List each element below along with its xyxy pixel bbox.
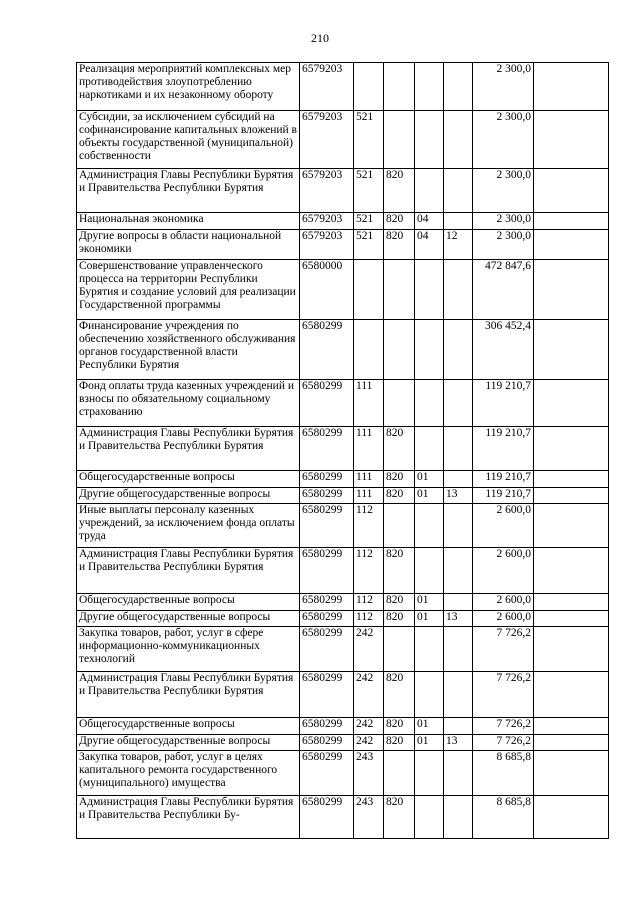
target-article-code: 6580299 — [300, 627, 354, 672]
empty-cell — [534, 320, 609, 380]
row-name: Администрация Главы Республики Бурятия и Правительства Республики Бурятия — [77, 548, 300, 594]
empty-cell — [534, 230, 609, 260]
subsection-code — [444, 796, 473, 839]
expense-type: 112 — [354, 548, 384, 594]
subsection-code — [444, 427, 473, 471]
table-row — [77, 796, 609, 839]
administrator-code: 820 — [384, 672, 415, 718]
subsection-code — [444, 213, 473, 230]
expense-type: 111 — [354, 380, 384, 427]
table-row — [77, 260, 609, 320]
amount: 2 300,0 — [473, 63, 534, 111]
section-code: 01 — [415, 718, 444, 735]
subsection-code: 12 — [444, 230, 473, 260]
empty-cell — [534, 611, 609, 627]
row-name: Другие общегосударственные вопросы — [77, 488, 300, 504]
administrator-code — [384, 751, 415, 796]
administrator-code — [384, 380, 415, 427]
row-name: Реализация мероприятий комплексных мер противодействия злоупотреблению наркотиками и их незаконному обороту — [77, 63, 300, 111]
amount: 7 726,2 — [473, 627, 534, 672]
row-name: Другие общегосударственные вопросы — [77, 611, 300, 627]
target-article-code: 6580299 — [300, 594, 354, 611]
section-code: 04 — [415, 230, 444, 260]
expense-type — [354, 260, 384, 320]
administrator-code: 820 — [384, 427, 415, 471]
amount: 2 300,0 — [473, 111, 534, 169]
subsection-code — [444, 627, 473, 672]
table-row — [77, 213, 609, 230]
table-row — [77, 427, 609, 471]
amount: 2 300,0 — [473, 230, 534, 260]
expense-type: 112 — [354, 504, 384, 548]
target-article-code: 6580299 — [300, 796, 354, 839]
table-row — [77, 627, 609, 672]
expense-type: 242 — [354, 672, 384, 718]
amount: 119 210,7 — [473, 471, 534, 488]
table-row — [77, 751, 609, 796]
subsection-code — [444, 718, 473, 735]
row-name: Другие вопросы в области национальной экономики — [77, 230, 300, 260]
section-code: 01 — [415, 488, 444, 504]
amount: 7 726,2 — [473, 672, 534, 718]
section-code: 01 — [415, 471, 444, 488]
expense-type: 112 — [354, 611, 384, 627]
amount: 7 726,2 — [473, 718, 534, 735]
amount: 2 300,0 — [473, 169, 534, 213]
row-name: Администрация Главы Республики Бурятия и Правительства Республики Бурятия — [77, 672, 300, 718]
table-row — [77, 488, 609, 504]
table-row — [77, 320, 609, 380]
subsection-code: 13 — [444, 611, 473, 627]
target-article-code: 6580299 — [300, 751, 354, 796]
row-name: Другие общегосударственные вопросы — [77, 735, 300, 751]
expense-type: 242 — [354, 735, 384, 751]
amount: 8 685,8 — [473, 751, 534, 796]
page-number: 210 — [311, 31, 329, 45]
row-name: Фонд оплаты труда казенных учреждений и взносы по обязательному социальному страхованию — [77, 380, 300, 427]
section-code — [415, 751, 444, 796]
expense-type: 521 — [354, 111, 384, 169]
table-row — [77, 548, 609, 594]
section-code — [415, 672, 444, 718]
subsection-code — [444, 471, 473, 488]
target-article-code: 6579203 — [300, 169, 354, 213]
expense-type: 111 — [354, 488, 384, 504]
empty-cell — [534, 471, 609, 488]
target-article-code: 6580299 — [300, 380, 354, 427]
expense-type: 111 — [354, 427, 384, 471]
subsection-code — [444, 672, 473, 718]
empty-cell — [534, 796, 609, 839]
administrator-code: 820 — [384, 611, 415, 627]
row-name: Закупка товаров, работ, услуг в целях капитального ремонта государственного (муниципального) имущества — [77, 751, 300, 796]
empty-cell — [534, 213, 609, 230]
amount: 2 300,0 — [473, 213, 534, 230]
section-code — [415, 627, 444, 672]
target-article-code: 6580299 — [300, 488, 354, 504]
subsection-code: 13 — [444, 488, 473, 504]
amount: 2 600,0 — [473, 548, 534, 594]
empty-cell — [534, 718, 609, 735]
amount: 8 685,8 — [473, 796, 534, 839]
table-row — [77, 471, 609, 488]
amount: 306 452,4 — [473, 320, 534, 380]
row-name: Субсидии, за исключением субсидий на софинансирование капитальных вложений в объекты государственной (муниципальной) собственности — [77, 111, 300, 169]
subsection-code — [444, 594, 473, 611]
administrator-code — [384, 504, 415, 548]
expense-type: 112 — [354, 594, 384, 611]
table-row — [77, 504, 609, 548]
row-name: Иные выплаты персоналу казенных учреждений, за исключением фонда оплаты труда — [77, 504, 300, 548]
expense-type: 521 — [354, 169, 384, 213]
amount: 119 210,7 — [473, 427, 534, 471]
section-code — [415, 260, 444, 320]
amount: 2 600,0 — [473, 611, 534, 627]
section-code: 01 — [415, 594, 444, 611]
target-article-code: 6579203 — [300, 230, 354, 260]
table-row — [77, 735, 609, 751]
target-article-code: 6580000 — [300, 260, 354, 320]
administrator-code — [384, 320, 415, 380]
section-code — [415, 548, 444, 594]
expense-type: 243 — [354, 796, 384, 839]
section-code — [415, 320, 444, 380]
budget-table — [76, 62, 609, 839]
empty-cell — [534, 735, 609, 751]
empty-cell — [534, 672, 609, 718]
subsection-code — [444, 751, 473, 796]
subsection-code — [444, 63, 473, 111]
section-code — [415, 796, 444, 839]
row-name: Администрация Главы Республики Бурятия и Правительства Республики Бурятия — [77, 427, 300, 471]
administrator-code: 820 — [384, 488, 415, 504]
administrator-code — [384, 111, 415, 169]
target-article-code: 6579203 — [300, 63, 354, 111]
administrator-code: 820 — [384, 796, 415, 839]
table-row — [77, 380, 609, 427]
empty-cell — [534, 548, 609, 594]
section-code — [415, 63, 444, 111]
subsection-code — [444, 548, 473, 594]
expense-type: 111 — [354, 471, 384, 488]
empty-cell — [534, 751, 609, 796]
row-name: Администрация Главы Республики Бурятия и Правительства Республики Бурятия — [77, 169, 300, 213]
table-row — [77, 230, 609, 260]
administrator-code: 820 — [384, 230, 415, 260]
section-code — [415, 380, 444, 427]
row-name: Национальная экономика — [77, 213, 300, 230]
empty-cell — [534, 594, 609, 611]
table-row — [77, 169, 609, 213]
expense-type: 243 — [354, 751, 384, 796]
expense-type: 242 — [354, 718, 384, 735]
empty-cell — [534, 504, 609, 548]
table-row — [77, 594, 609, 611]
row-name: Финансирование учреждения по обеспечению хозяйственного обслуживания органов государственной власти Республики Бурятия — [77, 320, 300, 380]
target-article-code: 6580299 — [300, 672, 354, 718]
target-article-code: 6580299 — [300, 611, 354, 627]
row-name: Администрация Главы Республики Бурятия и Правительства Республики Бу- — [77, 796, 300, 839]
subsection-code: 13 — [444, 735, 473, 751]
administrator-code — [384, 260, 415, 320]
empty-cell — [534, 427, 609, 471]
administrator-code: 820 — [384, 718, 415, 735]
expense-type — [354, 63, 384, 111]
section-code — [415, 504, 444, 548]
row-name: Общегосударственные вопросы — [77, 718, 300, 735]
administrator-code: 820 — [384, 594, 415, 611]
target-article-code: 6580299 — [300, 735, 354, 751]
subsection-code — [444, 169, 473, 213]
administrator-code — [384, 627, 415, 672]
row-name: Закупка товаров, работ, услуг в сфере информационно-коммуникационных технологий — [77, 627, 300, 672]
table-row — [77, 111, 609, 169]
amount: 119 210,7 — [473, 380, 534, 427]
table-row — [77, 611, 609, 627]
table-row — [77, 672, 609, 718]
subsection-code — [444, 504, 473, 548]
target-article-code: 6579203 — [300, 111, 354, 169]
section-code: 04 — [415, 213, 444, 230]
target-article-code: 6580299 — [300, 548, 354, 594]
table-row — [77, 63, 609, 111]
administrator-code: 820 — [384, 471, 415, 488]
amount: 472 847,6 — [473, 260, 534, 320]
subsection-code — [444, 380, 473, 427]
row-name: Общегосударственные вопросы — [77, 594, 300, 611]
section-code: 01 — [415, 735, 444, 751]
amount: 119 210,7 — [473, 488, 534, 504]
row-name: Общегосударственные вопросы — [77, 471, 300, 488]
section-code — [415, 169, 444, 213]
expense-type: 521 — [354, 230, 384, 260]
administrator-code: 820 — [384, 735, 415, 751]
target-article-code: 6580299 — [300, 427, 354, 471]
expense-type — [354, 320, 384, 380]
section-code — [415, 111, 444, 169]
section-code — [415, 427, 444, 471]
amount: 2 600,0 — [473, 594, 534, 611]
empty-cell — [534, 63, 609, 111]
row-name: Совершенствование управленческого процесса на территории Республики Бурятия и создание условий для реализации Государственной программы — [77, 260, 300, 320]
empty-cell — [534, 380, 609, 427]
expense-type: 521 — [354, 213, 384, 230]
subsection-code — [444, 260, 473, 320]
administrator-code: 820 — [384, 548, 415, 594]
empty-cell — [534, 488, 609, 504]
target-article-code: 6580299 — [300, 471, 354, 488]
administrator-code — [384, 63, 415, 111]
amount: 7 726,2 — [473, 735, 534, 751]
subsection-code — [444, 320, 473, 380]
empty-cell — [534, 169, 609, 213]
administrator-code: 820 — [384, 213, 415, 230]
target-article-code: 6580299 — [300, 504, 354, 548]
administrator-code: 820 — [384, 169, 415, 213]
amount: 2 600,0 — [473, 504, 534, 548]
empty-cell — [534, 260, 609, 320]
target-article-code: 6580299 — [300, 718, 354, 735]
table-row — [77, 718, 609, 735]
target-article-code: 6579203 — [300, 213, 354, 230]
expense-type: 242 — [354, 627, 384, 672]
target-article-code: 6580299 — [300, 320, 354, 380]
subsection-code — [444, 111, 473, 169]
empty-cell — [534, 111, 609, 169]
section-code: 01 — [415, 611, 444, 627]
empty-cell — [534, 627, 609, 672]
